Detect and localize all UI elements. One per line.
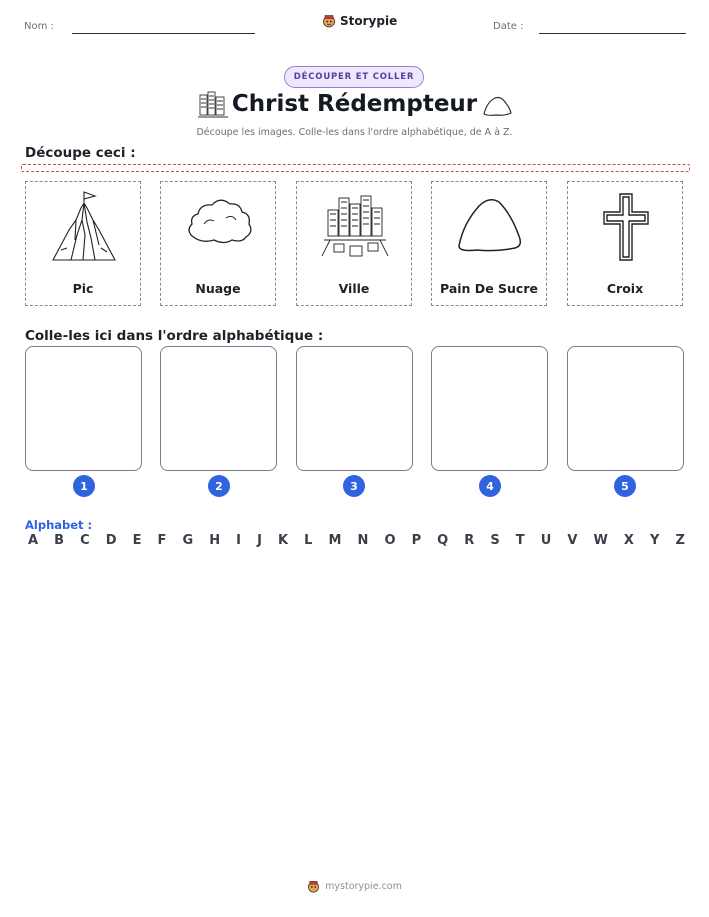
- paste-box-2[interactable]: [160, 346, 277, 471]
- cut-card-nuage[interactable]: [160, 181, 276, 306]
- letter: P: [411, 533, 422, 548]
- mountain-peak-icon: [49, 190, 119, 262]
- card-label: Nuage: [195, 281, 241, 296]
- card-label: Croix: [606, 281, 644, 296]
- brand-name: Storypie: [340, 14, 398, 28]
- letter: O: [384, 533, 396, 548]
- letter: Y: [649, 533, 660, 548]
- cross-icon: [591, 190, 661, 262]
- footer-url[interactable]: mystorypie.com: [325, 881, 402, 892]
- letter: J: [257, 533, 262, 548]
- number-badge-5: 5: [614, 475, 636, 497]
- alphabet-letters: [28, 533, 685, 548]
- card-label: Pain De Sucre: [440, 281, 538, 296]
- letter: Z: [675, 533, 685, 548]
- letter: V: [567, 533, 578, 548]
- letter: N: [357, 533, 369, 548]
- paste-box-5[interactable]: [567, 346, 684, 471]
- footer: [0, 880, 709, 893]
- date-line: [539, 33, 686, 34]
- letter: U: [540, 533, 552, 548]
- instructions: Découpe les images. Colle-les dans l'ordre alphabétique, de A à Z.: [196, 127, 513, 138]
- letter: M: [328, 533, 342, 548]
- cut-card-ville[interactable]: [296, 181, 412, 306]
- cut-card-pain-de-sucre[interactable]: [431, 181, 547, 306]
- paste-box-1[interactable]: [25, 346, 142, 471]
- sugarloaf-icon: [455, 190, 525, 262]
- letter: B: [54, 533, 65, 548]
- paste-box-4[interactable]: [431, 346, 548, 471]
- paste-box-3[interactable]: [296, 346, 413, 471]
- letter: I: [236, 533, 242, 548]
- name-label: Nom :: [24, 21, 54, 32]
- brand-logo: [322, 14, 397, 28]
- letter: Q: [437, 533, 449, 548]
- cut-section-title: Découpe ceci :: [25, 145, 136, 161]
- page-title: Christ Rédempteur: [231, 91, 478, 117]
- letter: F: [157, 533, 167, 548]
- letter: T: [515, 533, 525, 548]
- number-badge-4: 4: [479, 475, 501, 497]
- cut-line: [21, 164, 690, 172]
- storypie-mascot-icon: [322, 14, 336, 28]
- paste-section-title: Colle-les ici dans l'ordre alphabétique :: [25, 328, 324, 344]
- letter: C: [80, 533, 90, 548]
- number-badge-3: 3: [343, 475, 365, 497]
- letter: R: [464, 533, 475, 548]
- letter: E: [132, 533, 142, 548]
- letter: D: [105, 533, 117, 548]
- cut-card-pic[interactable]: [25, 181, 141, 306]
- name-line: [72, 33, 255, 34]
- card-label: Pic: [72, 281, 94, 296]
- number-badge-1: 1: [73, 475, 95, 497]
- storypie-mascot-icon: [307, 880, 320, 893]
- city-icon: [320, 190, 390, 262]
- date-label: Date :: [493, 21, 524, 32]
- letter: H: [209, 533, 221, 548]
- activity-badge: DÉCOUPER ET COLLER: [284, 66, 424, 88]
- letter: G: [182, 533, 194, 548]
- letter: W: [593, 533, 608, 548]
- letter: S: [490, 533, 500, 548]
- number-badge-2: 2: [208, 475, 230, 497]
- cloud-icon: [184, 190, 254, 262]
- sugarloaf-small-icon: [481, 94, 513, 118]
- letter: X: [623, 533, 634, 548]
- letter: L: [304, 533, 313, 548]
- alphabet-title: Alphabet :: [25, 518, 93, 532]
- letter: A: [28, 533, 39, 548]
- letter: K: [277, 533, 289, 548]
- cut-card-croix[interactable]: [567, 181, 683, 306]
- card-label: Ville: [338, 281, 370, 296]
